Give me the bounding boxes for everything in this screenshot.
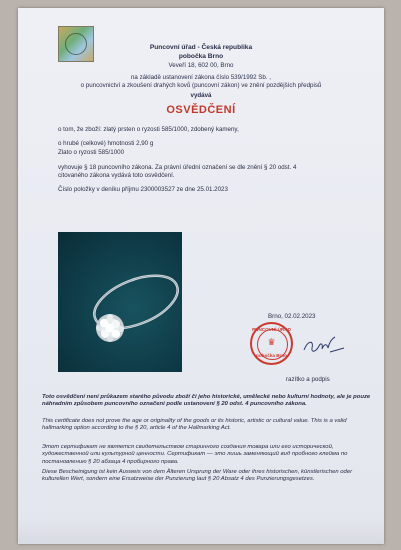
legal-basis-line1: na základě ustanovení zákona číslo 539/1992 Sb. , (130, 74, 271, 81)
office-name: Puncovní úřad - Česká republika (149, 44, 253, 51)
notice-russian: Этот сертификат не является свидетельством старинного создания товара или его исторической, художественной или культурной ценности. Сертификат — это лишь заменяющий вид пробного клейма по постановлению § 20 абзаца 4 пробирного права. (42, 444, 348, 465)
item-description: o tom, že zboží: zlatý prsten o ryzosti 585/1000, zdobený kameny, (58, 126, 239, 133)
stamp-bottom-text: pobočka Brno (256, 353, 287, 358)
certificate-document (18, 8, 384, 544)
compliance-line1: vyhovuje § 18 puncovního zákona. Za právní úřední označení se dle znění § 20 odst. 4 (58, 164, 297, 171)
ring-photo (58, 232, 182, 372)
issues-label: vydává (190, 92, 212, 99)
legal-basis-line2: o puncovnictví a zkoušení drahých kovů (puncovní zákon) ve znění pozdějších předpisů (80, 82, 322, 89)
stamp-and-signature-label: razítko a podpis (286, 376, 330, 383)
item-weight: o hrubé (celkové) hmotnosti 2,90 g (58, 140, 154, 147)
certificate-title: OSVĚDČENÍ (166, 104, 236, 116)
notice-english: This certificate does not prove the age or originality of the goods or its historic, artistic or cultural value. This is a valid hallmarking option according to the § 20, article 4 of the Hallmarking Act. (42, 418, 347, 432)
registry-number: Číslo položky v deníku příjmu 2300003527 ze dne 25.01.2023 (58, 186, 228, 193)
lion-emblem-icon: ♛ (267, 337, 276, 347)
official-stamp (250, 322, 293, 365)
notice-czech: Toto osvědčení není průkazem starého původu zboží či jeho historické, umělecké nebo kulturní hodnoty, ale je pouze náhradním způsobem puncovního označení podle ustanovení § 20 odst. 4 puncovního zákona. (42, 394, 371, 408)
notice-german: Diese Bescheinigung ist kein Ausweis von dem Älteren Ursprung der Ware oder ihres historischen, künstlerischen oder kulturellen Wert, sondern eine Ersatzweise der Punzierung laut § 20 Absatz 4 des Punzierungsgesetzes. (42, 469, 353, 483)
stamp-top-text: PUNCOVNÍ ÚŘAD (252, 327, 291, 332)
office-address: Veveří 18, 602 00, Brno (168, 62, 234, 69)
page-edge-shadow (18, 518, 384, 544)
office-branch: pobočka Brno (178, 53, 224, 60)
handwritten-signature (300, 334, 350, 358)
place-and-date: Brno, 02.02.2023 (268, 313, 316, 320)
compliance-line2: citovaného zákona vydává toto osvědčení. (58, 172, 175, 179)
item-fineness: Zlato o ryzosti 585/1000 (58, 149, 125, 156)
